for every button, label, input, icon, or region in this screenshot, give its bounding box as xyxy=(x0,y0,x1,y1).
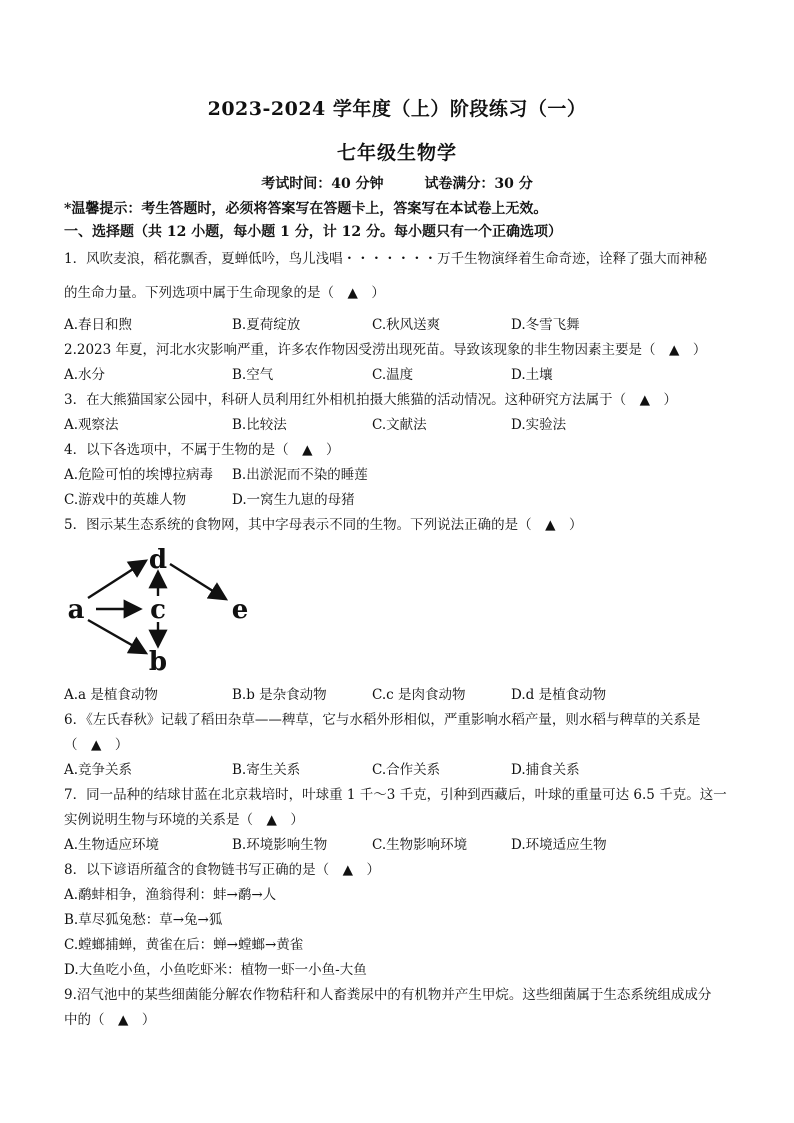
question-3-line-1: 3．在大熊猫国家公园中，科研人员利用红外相机拍摄大熊猫的活动情况。这种研究方法属于（ ▲ ） xyxy=(64,392,677,408)
q6-option-d: D.捕食关系 xyxy=(511,762,580,778)
q1-option-c: C.秋风送爽 xyxy=(372,317,441,333)
question-8-line-1: 8．以下谚语所蕴含的食物链书写正确的是（ ▲ ） xyxy=(64,862,380,878)
question-9-line-2: 中的（ ▲ ） xyxy=(64,1012,156,1028)
question-7-line-1: 7．同一品种的结球甘蓝在北京栽培时，叶球重 1 千～3 千克，引种到西藏后，叶球的重量可达 6.5 千克。这一 xyxy=(64,787,727,803)
exam-time: 考试时间：40 分钟 xyxy=(261,176,384,192)
q5-option-c: C.c 是肉食动物 xyxy=(372,687,466,703)
exam-title: 2023-2024 学年度（上）阶段练习（一） xyxy=(207,98,587,120)
question-2-line-1: 2.2023 年夏，河北水灾影响严重，许多农作物因受涝出现死苗。导致该现象的非生物因素主要是（ ▲ ） xyxy=(64,342,707,358)
q2-option-b: B.空气 xyxy=(232,367,274,383)
q3-option-c: C.文献法 xyxy=(372,417,427,433)
question-9-line-1: 9.沼气池中的某些细菌能分解农作物秸秆和人畜粪尿中的有机物并产生甲烷。这些细菌属于生态系统组成成分 xyxy=(64,987,712,1003)
q3-option-d: D.实验法 xyxy=(511,417,567,433)
notice: *温馨提示：考生答题时，必须将答案写在答题卡上，答案写在本试卷上无效。 xyxy=(64,201,548,217)
q2-option-a: A.水分 xyxy=(64,367,106,383)
q6-option-a: A.竞争关系 xyxy=(64,762,133,778)
q2-option-d: D.土壤 xyxy=(511,367,553,383)
q1-option-b: B.夏荷绽放 xyxy=(232,317,301,333)
q8-option-b: B.草尽狐兔愁：草→兔→狐 xyxy=(64,912,223,928)
node-b: b xyxy=(148,647,168,675)
node-c: c xyxy=(150,595,166,625)
node-a: a xyxy=(67,595,85,625)
q7-option-c: C.生物影响环境 xyxy=(372,837,468,853)
node-e: e xyxy=(231,595,249,625)
section-heading: 一、选择题（共 12 小题，每小题 1 分，计 12 分。每小题只有一个正确选项） xyxy=(64,224,562,240)
q5-option-a: A.a 是植食动物 xyxy=(64,687,158,703)
question-6-line-1: 6．《左氏春秋》记载了稻田杂草——稗草，它与水稻外形相似，严重影响水稻产量，则水稻与稗草的关系是 xyxy=(64,712,701,728)
arrow-a-to-b xyxy=(88,620,144,652)
q8-option-c: C.螳螂捕蝉，黄雀在后：蝉→螳螂→黄雀 xyxy=(64,937,304,953)
question-6-line-2: （ ▲ ） xyxy=(64,737,129,753)
arrow-a-to-d xyxy=(88,562,144,598)
q4-option-d: D.一窝生九崽的母猪 xyxy=(232,492,355,508)
q3-option-a: A.观察法 xyxy=(64,417,119,433)
question-4-line-1: 4．以下各选项中，不属于生物的是（ ▲ ） xyxy=(64,442,340,458)
q4-option-c: C.游戏中的英雄人物 xyxy=(64,492,187,508)
q8-option-d: D.大鱼吃小鱼，小鱼吃虾米：植物一虾一小鱼-大鱼 xyxy=(64,962,367,978)
q7-option-d: D.环境适应生物 xyxy=(511,837,607,853)
question-5-line-1: 5．图示某生态系统的食物网，其中字母表示不同的生物。下列说法正确的是（ ▲ ） xyxy=(64,517,583,533)
exam-score: 试卷满分：30 分 xyxy=(424,176,533,192)
exam-meta xyxy=(0,173,794,193)
q4-option-a: A.危险可怕的埃博拉病毒 xyxy=(64,467,214,483)
q6-option-c: C.合作关系 xyxy=(372,762,441,778)
q5-option-b: B.b 是杂食动物 xyxy=(232,687,327,703)
q2-option-c: C.温度 xyxy=(372,367,414,383)
question-1-line-1: 1．风吹麦浪，稻花飘香，夏蝉低吟，鸟儿浅唱・・・・・・・万千生物演绎着生命奇迹，诠释了强大而神秘 xyxy=(64,251,708,267)
q6-option-b: B.寄生关系 xyxy=(232,762,301,778)
q8-option-a: A.鹬蚌相争，渔翁得利：蚌→鹬→人 xyxy=(64,887,277,903)
arrow-d-to-e xyxy=(170,564,224,598)
q7-option-b: B.环境影响生物 xyxy=(232,837,328,853)
food-web-diagram xyxy=(62,540,262,675)
q5-option-d: D.d 是植食动物 xyxy=(511,687,607,703)
subject-title: 七年级生物学 xyxy=(336,142,457,164)
question-7-line-2: 实例说明生物与环境的关系是（ ▲ ） xyxy=(64,812,304,828)
q1-option-d: D.冬雪飞舞 xyxy=(511,317,580,333)
q7-option-a: A.生物适应环境 xyxy=(64,837,160,853)
question-1-line-2: 的生命力量。下列选项中属于生命现象的是（ ▲ ） xyxy=(64,285,385,301)
q3-option-b: B.比较法 xyxy=(232,417,287,433)
q1-option-a: A.春日和煦 xyxy=(64,317,133,333)
q4-option-b: B.出淤泥而不染的睡莲 xyxy=(232,467,368,483)
node-d: d xyxy=(148,545,168,575)
